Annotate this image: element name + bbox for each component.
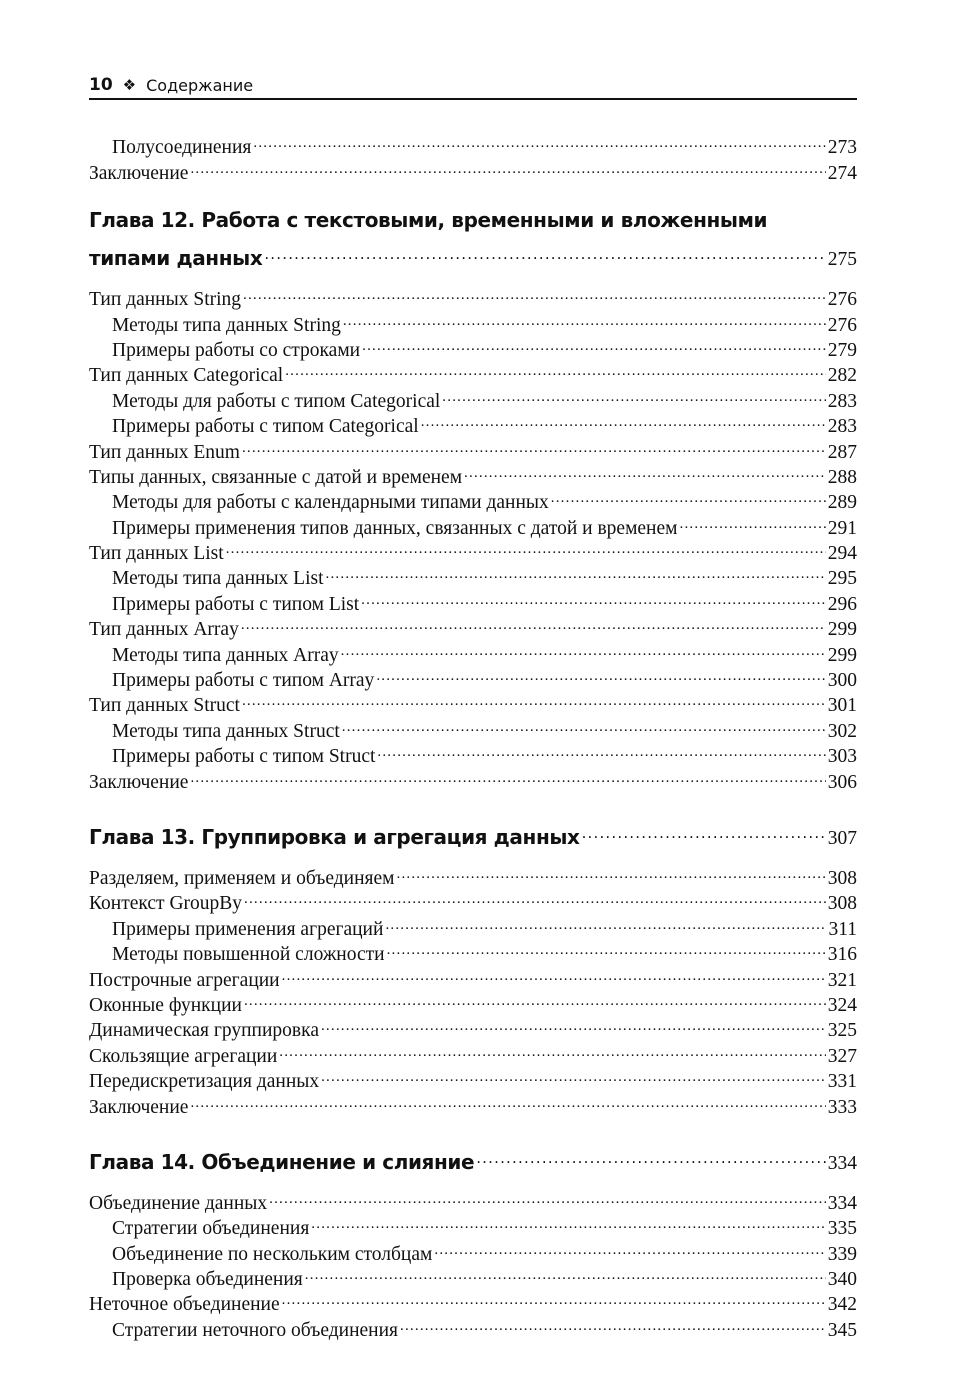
dot-leader <box>385 909 826 934</box>
entry-page-number: 283 <box>827 416 857 438</box>
entry-title: Методы для работы с календарными типами данных <box>112 492 549 514</box>
entry-page-number: 300 <box>827 670 857 692</box>
entry-page-number: 288 <box>827 466 857 488</box>
entry-title: Примеры работы с типом List <box>112 593 360 615</box>
dot-leader <box>342 711 826 736</box>
entry-title: Методы для работы с типом Categorical <box>112 390 441 412</box>
dot-leader <box>190 1087 825 1112</box>
entry-title: Динамическая группировка <box>89 1020 319 1042</box>
dot-leader <box>279 1036 825 1061</box>
entry-title: Стратегии неточного объединения <box>112 1319 399 1341</box>
entry-title: Тип данных Categorical <box>89 365 284 387</box>
dot-leader <box>285 356 826 381</box>
entry-title: Методы типа данных List <box>112 568 324 590</box>
chapter-title-line: типами данных <box>89 245 263 270</box>
entry-title: Разделяем, применяем и объединяем <box>89 867 395 889</box>
entry-page-number: 340 <box>827 1269 857 1291</box>
entry-page-number: 339 <box>827 1243 857 1265</box>
dot-leader <box>241 610 826 635</box>
entry-page-number: 345 <box>827 1319 857 1341</box>
entry-page-number: 334 <box>827 1192 857 1214</box>
entry-title: Типы данных, связанные с датой и временем <box>89 466 463 488</box>
chapter-title-line: Глава 12. Работа с текстовыми, временными и вложенными <box>89 207 768 232</box>
dot-leader <box>362 331 826 356</box>
entry-title: Заключение <box>89 1096 189 1118</box>
dot-leader <box>242 432 826 457</box>
entry-page-number: 296 <box>827 593 857 615</box>
dot-leader <box>341 635 826 660</box>
entry-page-number: 316 <box>827 944 857 966</box>
chapter-page-number: 334 <box>827 1152 857 1174</box>
entry-title: Построчные агрегации <box>89 969 280 991</box>
entry-page-number: 279 <box>827 339 857 361</box>
entry-title: Тип данных Struct <box>89 695 240 717</box>
dot-leader <box>400 1310 826 1335</box>
entry-page-number: 276 <box>827 289 857 311</box>
entry-title: Тип данных String <box>89 289 242 311</box>
ornament-icon: ❖ <box>122 76 137 94</box>
dot-leader <box>582 814 826 844</box>
entry-title: Контекст GroupBy <box>89 893 243 915</box>
entry-page-number: 331 <box>827 1071 857 1093</box>
dot-leader <box>551 483 826 508</box>
entry-page-number: 335 <box>827 1218 857 1240</box>
entry-title: Методы повышенной сложности <box>112 944 385 966</box>
running-header <box>89 71 857 99</box>
dot-leader <box>305 1260 826 1285</box>
entry-title: Примеры применения типов данных, связанных с датой и временем <box>112 517 678 539</box>
dot-leader <box>376 661 825 686</box>
entry-page-number: 276 <box>827 314 857 336</box>
dot-leader <box>269 1184 826 1209</box>
dot-leader <box>377 737 825 762</box>
toc-entry[interactable] <box>89 859 857 889</box>
entry-page-number: 273 <box>827 137 857 159</box>
running-title: Содержание <box>146 75 254 95</box>
entry-title: Примеры работы со строками <box>112 339 361 361</box>
dot-leader <box>242 686 826 711</box>
entry-title: Заключение <box>89 771 189 793</box>
entry-page-number: 274 <box>827 162 857 184</box>
chapter-title-line: Глава 13. Группировка и агрегация данных <box>89 824 580 849</box>
dot-leader <box>311 1209 825 1234</box>
entry-page-number: 311 <box>828 918 857 940</box>
dot-leader <box>226 534 826 559</box>
chapter-title-line: Глава 14. Объединение и слияние <box>89 1149 475 1174</box>
entry-page-number: 301 <box>827 695 857 717</box>
entry-title: Передискретизация данных <box>89 1071 320 1093</box>
entry-title: Методы типа данных Array <box>112 644 339 666</box>
entry-page-number: 308 <box>827 867 857 889</box>
entry-page-number: 283 <box>827 390 857 412</box>
dot-leader <box>244 884 826 909</box>
entry-title: Методы типа данных String <box>112 314 341 336</box>
entry-title: Примеры работы с типом Array <box>112 670 375 692</box>
dot-leader <box>321 1062 826 1087</box>
entry-title: Примеры работы с типом Struct <box>112 746 376 768</box>
toc-entry[interactable] <box>89 1184 857 1214</box>
dot-leader <box>244 986 826 1011</box>
entry-page-number: 325 <box>827 1020 857 1042</box>
entry-title: Заключение <box>89 162 189 184</box>
chapter-page-number: 275 <box>827 248 857 270</box>
dot-leader <box>282 960 826 985</box>
entry-page-number: 333 <box>827 1096 857 1118</box>
entry-title: Неточное объединение <box>89 1294 280 1316</box>
dot-leader <box>397 859 826 884</box>
entry-title: Примеры применения агрегаций <box>112 918 384 940</box>
chapter-heading[interactable] <box>89 1139 857 1179</box>
dot-leader <box>361 584 826 609</box>
dot-leader <box>326 559 826 584</box>
dot-leader <box>476 1139 826 1169</box>
toc-entry[interactable] <box>89 153 857 184</box>
entry-page-number: 295 <box>827 568 857 590</box>
entry-page-number: 327 <box>827 1045 857 1067</box>
dot-leader <box>243 280 826 305</box>
dot-leader <box>253 128 825 153</box>
entry-page-number: 321 <box>827 969 857 991</box>
entry-title: Тип данных Enum <box>89 441 240 463</box>
chapter-page-number: 307 <box>827 827 857 849</box>
entry-page-number: 282 <box>827 365 857 387</box>
toc-entry[interactable] <box>89 1087 857 1118</box>
entry-title: Оконные функции <box>89 994 242 1016</box>
dot-leader <box>421 407 826 432</box>
entry-page-number: 287 <box>827 441 857 463</box>
entry-page-number: 303 <box>827 746 857 768</box>
dot-leader <box>387 935 826 960</box>
chapter-heading[interactable] <box>89 205 857 275</box>
entry-title: Объединение данных <box>89 1192 268 1214</box>
dot-leader <box>464 458 826 483</box>
dot-leader <box>343 305 826 330</box>
dot-leader <box>680 508 826 533</box>
entry-title: Примеры работы с типом Categorical <box>112 416 419 438</box>
entry-page-number: 306 <box>827 771 857 793</box>
chapter-title-last-line <box>89 235 857 275</box>
dot-leader <box>321 1011 826 1036</box>
chapter-title-last-line <box>89 814 857 854</box>
entry-page-number: 324 <box>827 994 857 1016</box>
entry-title: Стратегии объединения <box>112 1218 310 1240</box>
chapter-heading[interactable] <box>89 814 857 854</box>
entry-title: Проверка объединения <box>112 1269 303 1291</box>
chapter-title-last-line <box>89 1139 857 1179</box>
dot-leader <box>190 153 825 178</box>
toc-entry[interactable] <box>89 280 857 311</box>
header-rule <box>89 98 857 100</box>
table-of-contents <box>89 128 857 1341</box>
entry-page-number: 294 <box>827 543 857 565</box>
toc-entry[interactable] <box>89 762 857 793</box>
dot-leader <box>282 1285 826 1310</box>
entry-title: Полусоединения <box>112 137 252 159</box>
entry-title: Тип данных List <box>89 543 224 565</box>
entry-page-number: 302 <box>827 720 857 742</box>
entry-page-number: 299 <box>827 619 857 641</box>
entry-page-number: 342 <box>827 1294 857 1316</box>
dot-leader <box>264 235 825 265</box>
dot-leader <box>434 1234 825 1259</box>
entry-page-number: 291 <box>827 517 857 539</box>
entry-page-number: 289 <box>827 492 857 514</box>
entry-title: Тип данных Array <box>89 619 239 641</box>
entry-page-number: 308 <box>827 893 857 915</box>
entry-title: Скользящие агрегации <box>89 1045 278 1067</box>
entry-title: Объединение по нескольким столбцам <box>112 1243 433 1265</box>
toc-entry[interactable] <box>89 128 857 159</box>
page-number: 10 <box>89 75 113 95</box>
dot-leader <box>442 381 825 406</box>
entry-title: Методы типа данных Struct <box>112 720 340 742</box>
entry-page-number: 299 <box>827 644 857 666</box>
dot-leader <box>190 762 825 787</box>
